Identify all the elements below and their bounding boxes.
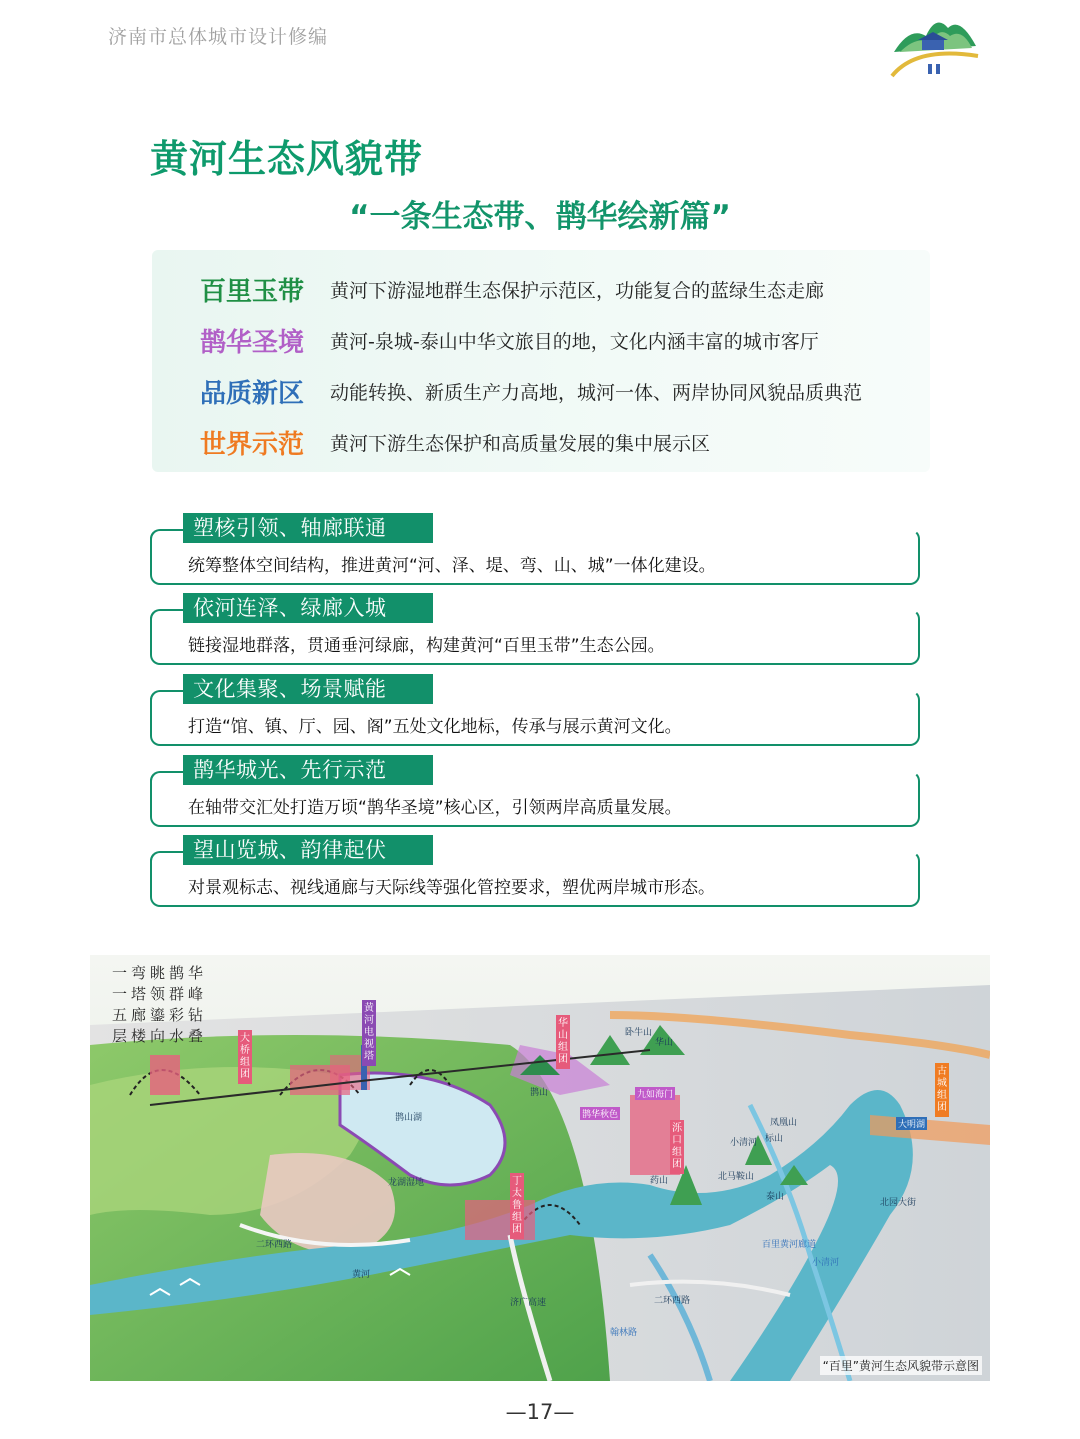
pillar-description: 动能转换、新质生产力高地，城河一体、两岸协同风貌品质典范 [330, 381, 863, 404]
mountain-pavilion-logo [886, 6, 982, 86]
page-title: 黄河生态风貌带 [150, 137, 424, 181]
strategy-title: 依河连泽、绿廊入城 [183, 593, 433, 623]
page-number: —17— [505, 1400, 575, 1424]
pillar-key: 世界示范 [200, 429, 305, 460]
label-ring-west: 二环西路 [256, 1240, 293, 1250]
label-daming-lake: 大明湖 [896, 1117, 927, 1130]
label-luokou-group: 泺口组团 [670, 1120, 684, 1174]
strategy-title: 文化集聚、场景赋能 [183, 674, 433, 704]
label-queshan-color: 鹊华秋色 [580, 1107, 620, 1120]
pillar-description: 黄河下游湿地群生态保护示范区，功能复合的蓝绿生态走廊 [330, 279, 825, 302]
pillar-row [200, 320, 819, 360]
document-title: 济南市总体城市设计修编 [108, 26, 329, 48]
label-yellow-river: 黄河 [352, 1270, 371, 1280]
label-longhu-wetland: 龙湖湿地 [388, 1178, 425, 1188]
label-fenghuang: 凤凰山 [770, 1118, 798, 1128]
label-xiaoqing-river: 小清河 [730, 1138, 758, 1148]
illustration-caption: “百里”黄河生态风貌带示意图 [820, 1356, 982, 1375]
strategy-text: 统筹整体空间结构，推进黄河“河、泽、堤、弯、山、城”一体化建设。 [188, 556, 716, 576]
poem-line: 五廊鎏彩钻 [112, 1006, 208, 1024]
pillar-description: 黄河-泉城-泰山中华文旅目的地，文化内涵丰富的城市客厅 [330, 330, 819, 353]
label-jiuru: 九如海门 [635, 1087, 675, 1100]
strategy-title: 塑核引领、轴廊联通 [183, 513, 433, 543]
pillar-description: 黄河下游生态保护和高质量发展的集中展示区 [330, 432, 711, 455]
strategy-card [150, 835, 920, 898]
poem-line: 一弯眺鹊华 [112, 964, 208, 982]
label-wolong: 卧牛山 [625, 1028, 653, 1038]
pillar-row [200, 422, 710, 462]
yellow-river-aerial-illustration [90, 955, 990, 1381]
label-biaoshan: 标山 [765, 1134, 784, 1144]
label-xiaoqing-river-2: 小清河 [812, 1258, 840, 1268]
aerial-map-drawing [90, 955, 990, 1381]
pillar-row [200, 269, 824, 309]
label-huashan-group: 华山组团 [556, 1015, 570, 1069]
strategy-card [150, 593, 920, 656]
strategy-title: 望山览城、韵律起伏 [183, 835, 433, 865]
strategy-title: 鹊华城光、先行示范 [183, 755, 433, 785]
label-daqiao-group: 大桥组团 [238, 1030, 252, 1084]
label-baihe-corridor: 百里黄河廊道 [762, 1240, 817, 1250]
label-dingtai-group: 丁太鲁组团 [510, 1173, 524, 1239]
label-huashan: 华山 [655, 1038, 674, 1048]
label-gucheng-group: 古城组团 [935, 1063, 949, 1117]
poem-line: 层楼向水叠 [112, 1027, 208, 1045]
label-jiguang-expressway: 济广高速 [510, 1298, 547, 1308]
strategy-card [150, 513, 920, 576]
pillar-key: 品质新区 [200, 378, 305, 409]
slogan: “一条生态带、鹊华绘新篇” [349, 199, 731, 235]
poem-line: 一塔领群峰 [112, 985, 208, 1003]
label-ring-west-2: 二环西路 [654, 1296, 691, 1306]
label-yaoshan: 药山 [650, 1176, 669, 1186]
label-tv-tower: 黄河电视塔 [362, 1000, 376, 1066]
label-queshan-lake: 鹊山湖 [395, 1113, 423, 1123]
strategy-text: 在轴带交汇处打造万顷“鹊华圣境”核心区，引领两岸高质量发展。 [188, 798, 682, 818]
label-beimaan: 北马鞍山 [718, 1172, 755, 1182]
strategy-text: 打造“馆、镇、厅、园、阁”五处文化地标，传承与展示黄河文化。 [188, 717, 682, 737]
pillar-key: 百里玉带 [200, 276, 305, 307]
strategy-card [150, 755, 920, 818]
pillar-row [200, 371, 862, 411]
label-beiyuan-street: 北园大街 [880, 1198, 917, 1208]
strategy-text: 对景观标志、视线通廊与天际线等强化管控要求，塑优两岸城市形态。 [188, 878, 715, 898]
strategy-text: 链接湿地群落，贯通垂河绿廊，构建黄河“百里玉带”生态公园。 [188, 636, 665, 656]
poem-text [112, 963, 207, 1047]
pillars-panel [152, 250, 930, 472]
label-hanyu-road: 翰林路 [610, 1328, 638, 1338]
label-queshan: 鹊山 [530, 1088, 549, 1098]
strategy-card [150, 674, 920, 737]
label-taishan: 泰山 [766, 1192, 785, 1202]
pillar-key: 鹊华圣境 [200, 327, 305, 358]
